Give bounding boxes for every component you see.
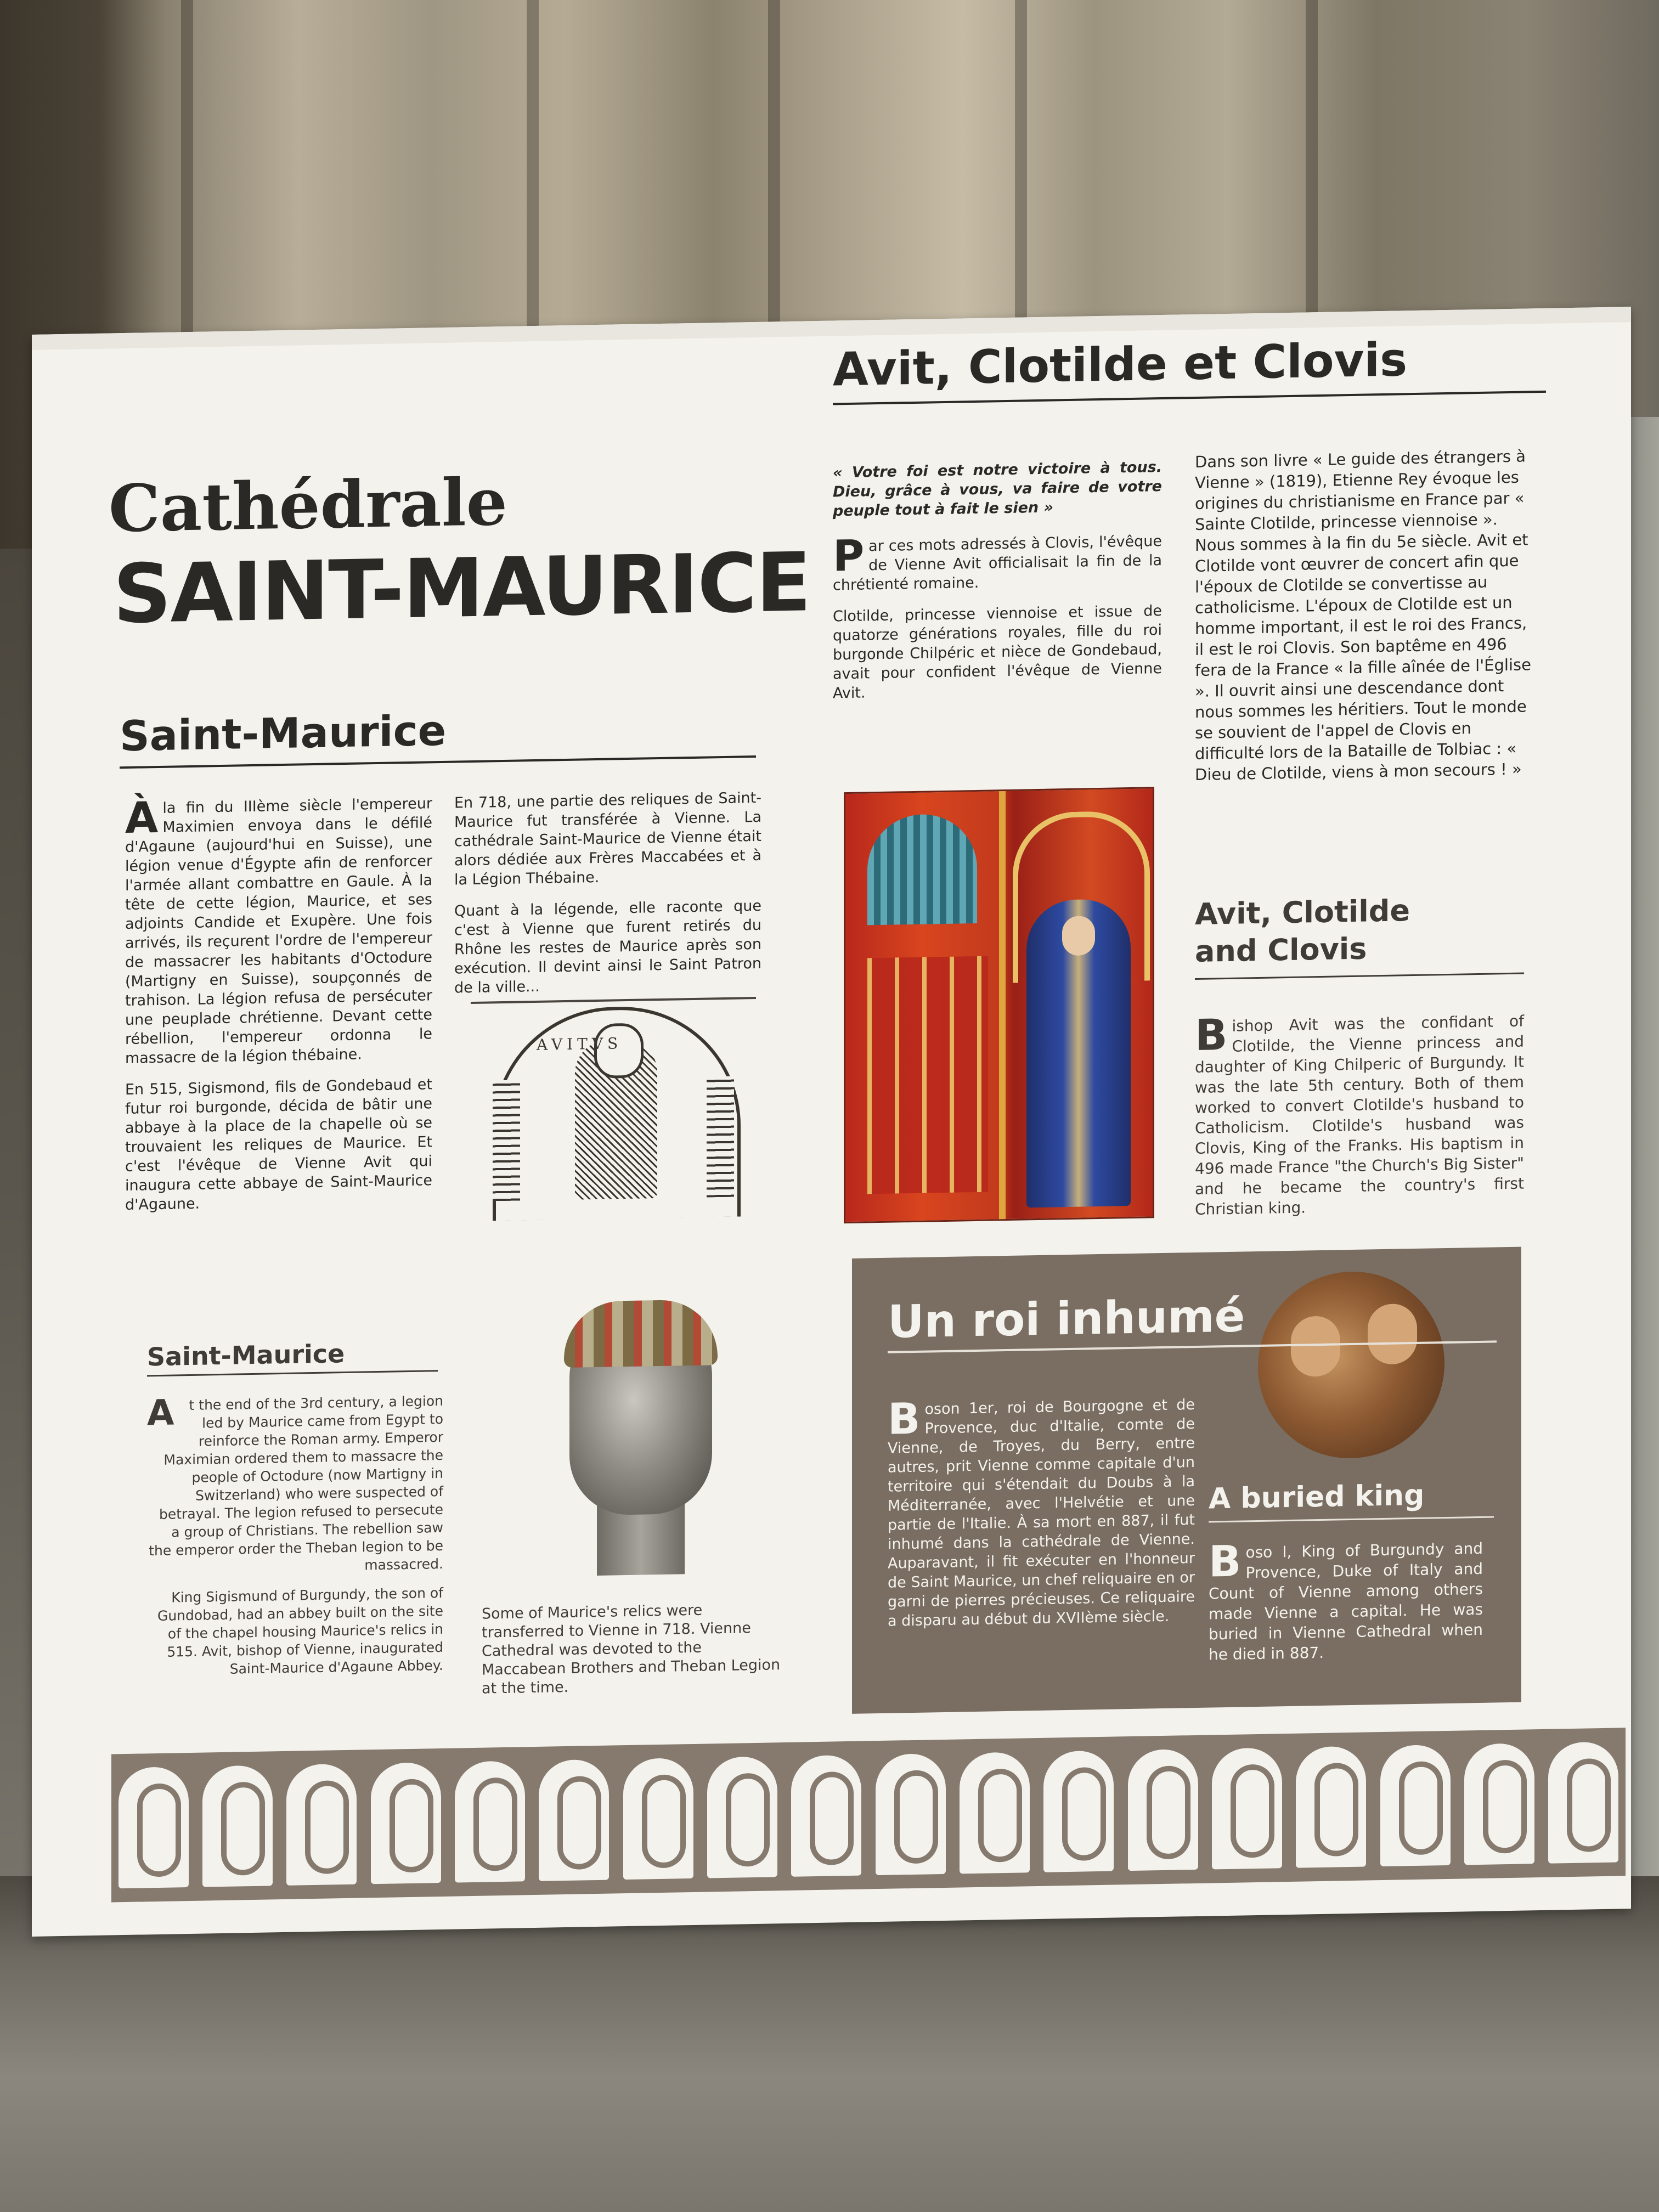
- frieze-ornament: [707, 1756, 777, 1878]
- roi-en-text: [1209, 1538, 1483, 1665]
- avit-en-text: [1195, 1011, 1524, 1220]
- buried-king-box: [852, 1247, 1521, 1714]
- heading-avit-en-line2: and Clovis: [1195, 931, 1367, 969]
- avit-quote: « Votre foi est notre victoire à tous. Dieu, grâce à vous, va faire de votre peuple tout à fait le sien »: [833, 459, 1162, 520]
- fresco-face: [1368, 1304, 1417, 1365]
- dropcap: A: [147, 1392, 174, 1434]
- saint-maurice-en-text: [147, 1392, 443, 1679]
- avit-fr-text-col1: [833, 458, 1162, 703]
- heading-rule: [1195, 973, 1524, 980]
- heading-roi-en: A buried king: [1209, 1479, 1425, 1516]
- painting-dome: [867, 814, 977, 925]
- frieze-ornament: [371, 1762, 441, 1884]
- frieze-ornament: [539, 1759, 609, 1881]
- roi-en-para1: oso I, King of Burgundy and Provence, Duke of Italy and Count of Vienne among others made Vienne a capital. He was buried in Vienne Cathedral when he died in 887.: [1209, 1539, 1483, 1664]
- saint-maurice-fr-para1: la fin du IIIème siècle l'empereur Maximien envoya dans le défilé d'Agaune (aujourd'hui en Suisse), une légion venue d'Égypte afin de renforcer l'armée allant combattre en Gaule. À la tête de cette légion, Maurice, et ses adjoints Candide et Exupère. Une fois arrivés, ils reçurent l'ordre de l'empereur de massacrer les habitants d'Octodure (Martigny en Suisse), soupçonnés de trahison. La légion refusa de persécuter une peuplade chrétienne. Devant cette rébellion, l'empereur ordonna le massacre de la légion thébaine.: [125, 795, 432, 1068]
- dropcap: À: [125, 793, 159, 844]
- engraving-column: [493, 1080, 520, 1201]
- fresco-face: [1291, 1316, 1340, 1377]
- relics-caption-en: Some of Maurice's relics were transferred to Vienne in 718. Vienne Cathedral was devoted to the Maccabean Brothers and Theban Legion at the time.: [482, 1601, 781, 1697]
- engraving-inscription: AVITVS: [537, 1034, 623, 1054]
- avit-fr-para2: Clotilde, princesse viennoise et issue de quatorze générations royales, fille du roi burgonde Chilpéric et nièce de Gondebaud, avait pour confident l'évêque de Vienne Avit.: [833, 602, 1162, 702]
- painting-divider: [999, 791, 1006, 1219]
- heading-avit-fr: Avit, Clotilde et Clovis: [833, 332, 1408, 397]
- avitus-engraving: [471, 997, 756, 1201]
- clotilde-painting: [844, 787, 1154, 1223]
- painting-clotilde-face: [1062, 916, 1095, 956]
- avit-en-para1: ishop Avit was the confidant of Clotilde, the Vienne princess and daughter of King Chilperic of Burgundy. It was the late 5th century. Both of them worked to convert Clotilde's husband to Catholicism. Clotilde's husband was Clovis, King of the Franks. His baptism in 496 made France "the Church's Big Sister" and he became the country's first Christian king.: [1195, 1012, 1524, 1218]
- dropcap: P: [833, 531, 865, 582]
- avit-fr-para3: Dans son livre « Le guide des étrangers à Vienne » (1819), Etienne Rey évoque les origines du christianisme en France par « Sainte Clotilde, princesse viennoise ». Nous sommes à la fin du 5e siècle. Avit et Clotilde vont œuvrer de concert afin que l'époux de Clotilde se convertisse au catholicisme. L'époux de Clotilde est un homme important, il est le roi des Francs, il est le roi Clovis. Son baptême en 496 fera de la France « la fille aînée de l'Église ». Il ouvrit ainsi une descendance dont nous sommes les héritiers. Tout le monde se souvient de l'appel de Clovis en difficulté lors de la Bataille de Tolbiac : « Dieu de Clotilde, viens à mon secours ! »: [1195, 447, 1531, 784]
- saint-maurice-en-para2: King Sigismund of Burgundy, the son of Gundobad, had an abbey built on the site of the chapel housing Maurice's relics in 515. Avit, bishop of Vienne, inaugurated Saint-Maurice d'Agaune Abbey.: [157, 1584, 443, 1677]
- heading-avit-en: [1195, 892, 1410, 970]
- saint-maurice-fr-para2: En 515, Sigismond, fils de Gondebaud et futur roi burgonde, décida de bâtir une abbaye à la place de la chapelle où se trouvaient les reliques de Maurice. Et c'est l'évêque de Vienne Avit qui inaugura cette abbaye de Saint-Maurice d'Agaune.: [125, 1076, 432, 1214]
- saint-maurice-fr-text-col1: [125, 794, 432, 1215]
- frieze-ornament: [1548, 1742, 1618, 1864]
- frieze-ornament: [876, 1753, 946, 1875]
- frieze-ornament: [791, 1755, 861, 1877]
- frieze-ornament: [1128, 1749, 1198, 1871]
- frieze-ornament: [202, 1765, 273, 1887]
- saint-maurice-fr-text-col2: [454, 788, 761, 998]
- saint-maurice-fr-para4: Quant à la légende, elle raconte que c'est à Vienne que furent retirés du Rhône les restes de Maurice après son exécution. Il devint ainsi le Saint Patron de la ville...: [454, 897, 761, 997]
- dropcap: B: [1209, 1537, 1242, 1587]
- frieze-ornament: [960, 1752, 1030, 1874]
- heading-roi-fr: Un roi inhumé: [888, 1290, 1245, 1348]
- frieze-ornament: [1043, 1751, 1114, 1872]
- frieze-ornament: [1380, 1745, 1451, 1866]
- frieze-ornament: [1296, 1746, 1366, 1868]
- frieze-ornament: [455, 1760, 525, 1882]
- roi-fr-para1: oson 1er, roi de Bourgogne et de Provence, duc d'Italie, comte de Vienne, de Troyes, du Berry, entre autres, prit Vienne comme capitale d'un territoire qui s'étendait du Doubs à la Méditerranée, avec l'Helvétie et une partie de l'Italie. À sa mort en 887, il fut inhumé dans la cathédrale de Vienne. Auparavant, il fit exécuter en l'honneur de Saint Maurice, un chef reliquaire en or garni de pierres précieuses. Ce reliquaire a disparu au début du XVIIème siècle.: [888, 1396, 1195, 1630]
- medallion-fresco-image: [1258, 1270, 1444, 1460]
- engraving-column: [707, 1076, 734, 1198]
- roi-fr-text: [888, 1395, 1195, 1631]
- dropcap: B: [1195, 1010, 1228, 1060]
- avit-fr-para1: ar ces mots adressés à Clovis, l'évêque de Vienne Avit officialisait la fin de la chrétienté romaine.: [833, 533, 1162, 594]
- painting-baptism-scene: [867, 956, 988, 1194]
- frieze-ornament: [1464, 1743, 1534, 1865]
- decorative-frieze: [111, 1728, 1626, 1902]
- bust-jeweled-crown: [564, 1299, 718, 1368]
- frieze-ornament: [119, 1767, 189, 1888]
- title-saint-maurice: SAINT-MAURICE: [113, 535, 810, 642]
- title-cathedrale: Cathédrale: [109, 463, 507, 547]
- saint-maurice-fr-para3: En 718, une partie des reliques de Saint-Maurice fut transférée à Vienne. La cathédrale Saint-Maurice de Vienne était alors dédiée aux Frères Maccabées et à la Légion Thébaine.: [454, 789, 761, 889]
- reliquary-bust-photo: [548, 1294, 734, 1582]
- heading-avit-en-line1: Avit, Clotilde: [1195, 893, 1410, 932]
- dropcap: B: [888, 1394, 921, 1444]
- information-board: [32, 307, 1631, 1937]
- frieze-ornament: [286, 1764, 357, 1886]
- heading-saint-maurice-en: Saint-Maurice: [147, 1339, 345, 1372]
- frieze-ornament: [1212, 1747, 1282, 1869]
- heading-rule: [1209, 1516, 1494, 1522]
- heading-saint-maurice-fr: Saint-Maurice: [120, 706, 447, 761]
- saint-maurice-en-para1: t the end of the 3rd century, a legion led by Maurice came from Egypt to reinforce the Roman army. Emperor Maximian ordered them to massacre the people of Octodure (now Martigny in Switzerland) who were suspected of betrayal. The legion refused to persecute a group of Christians. The rebellion saw the emperor order the Theban legion to be massacred.: [149, 1392, 443, 1573]
- frieze-ornament: [623, 1758, 693, 1880]
